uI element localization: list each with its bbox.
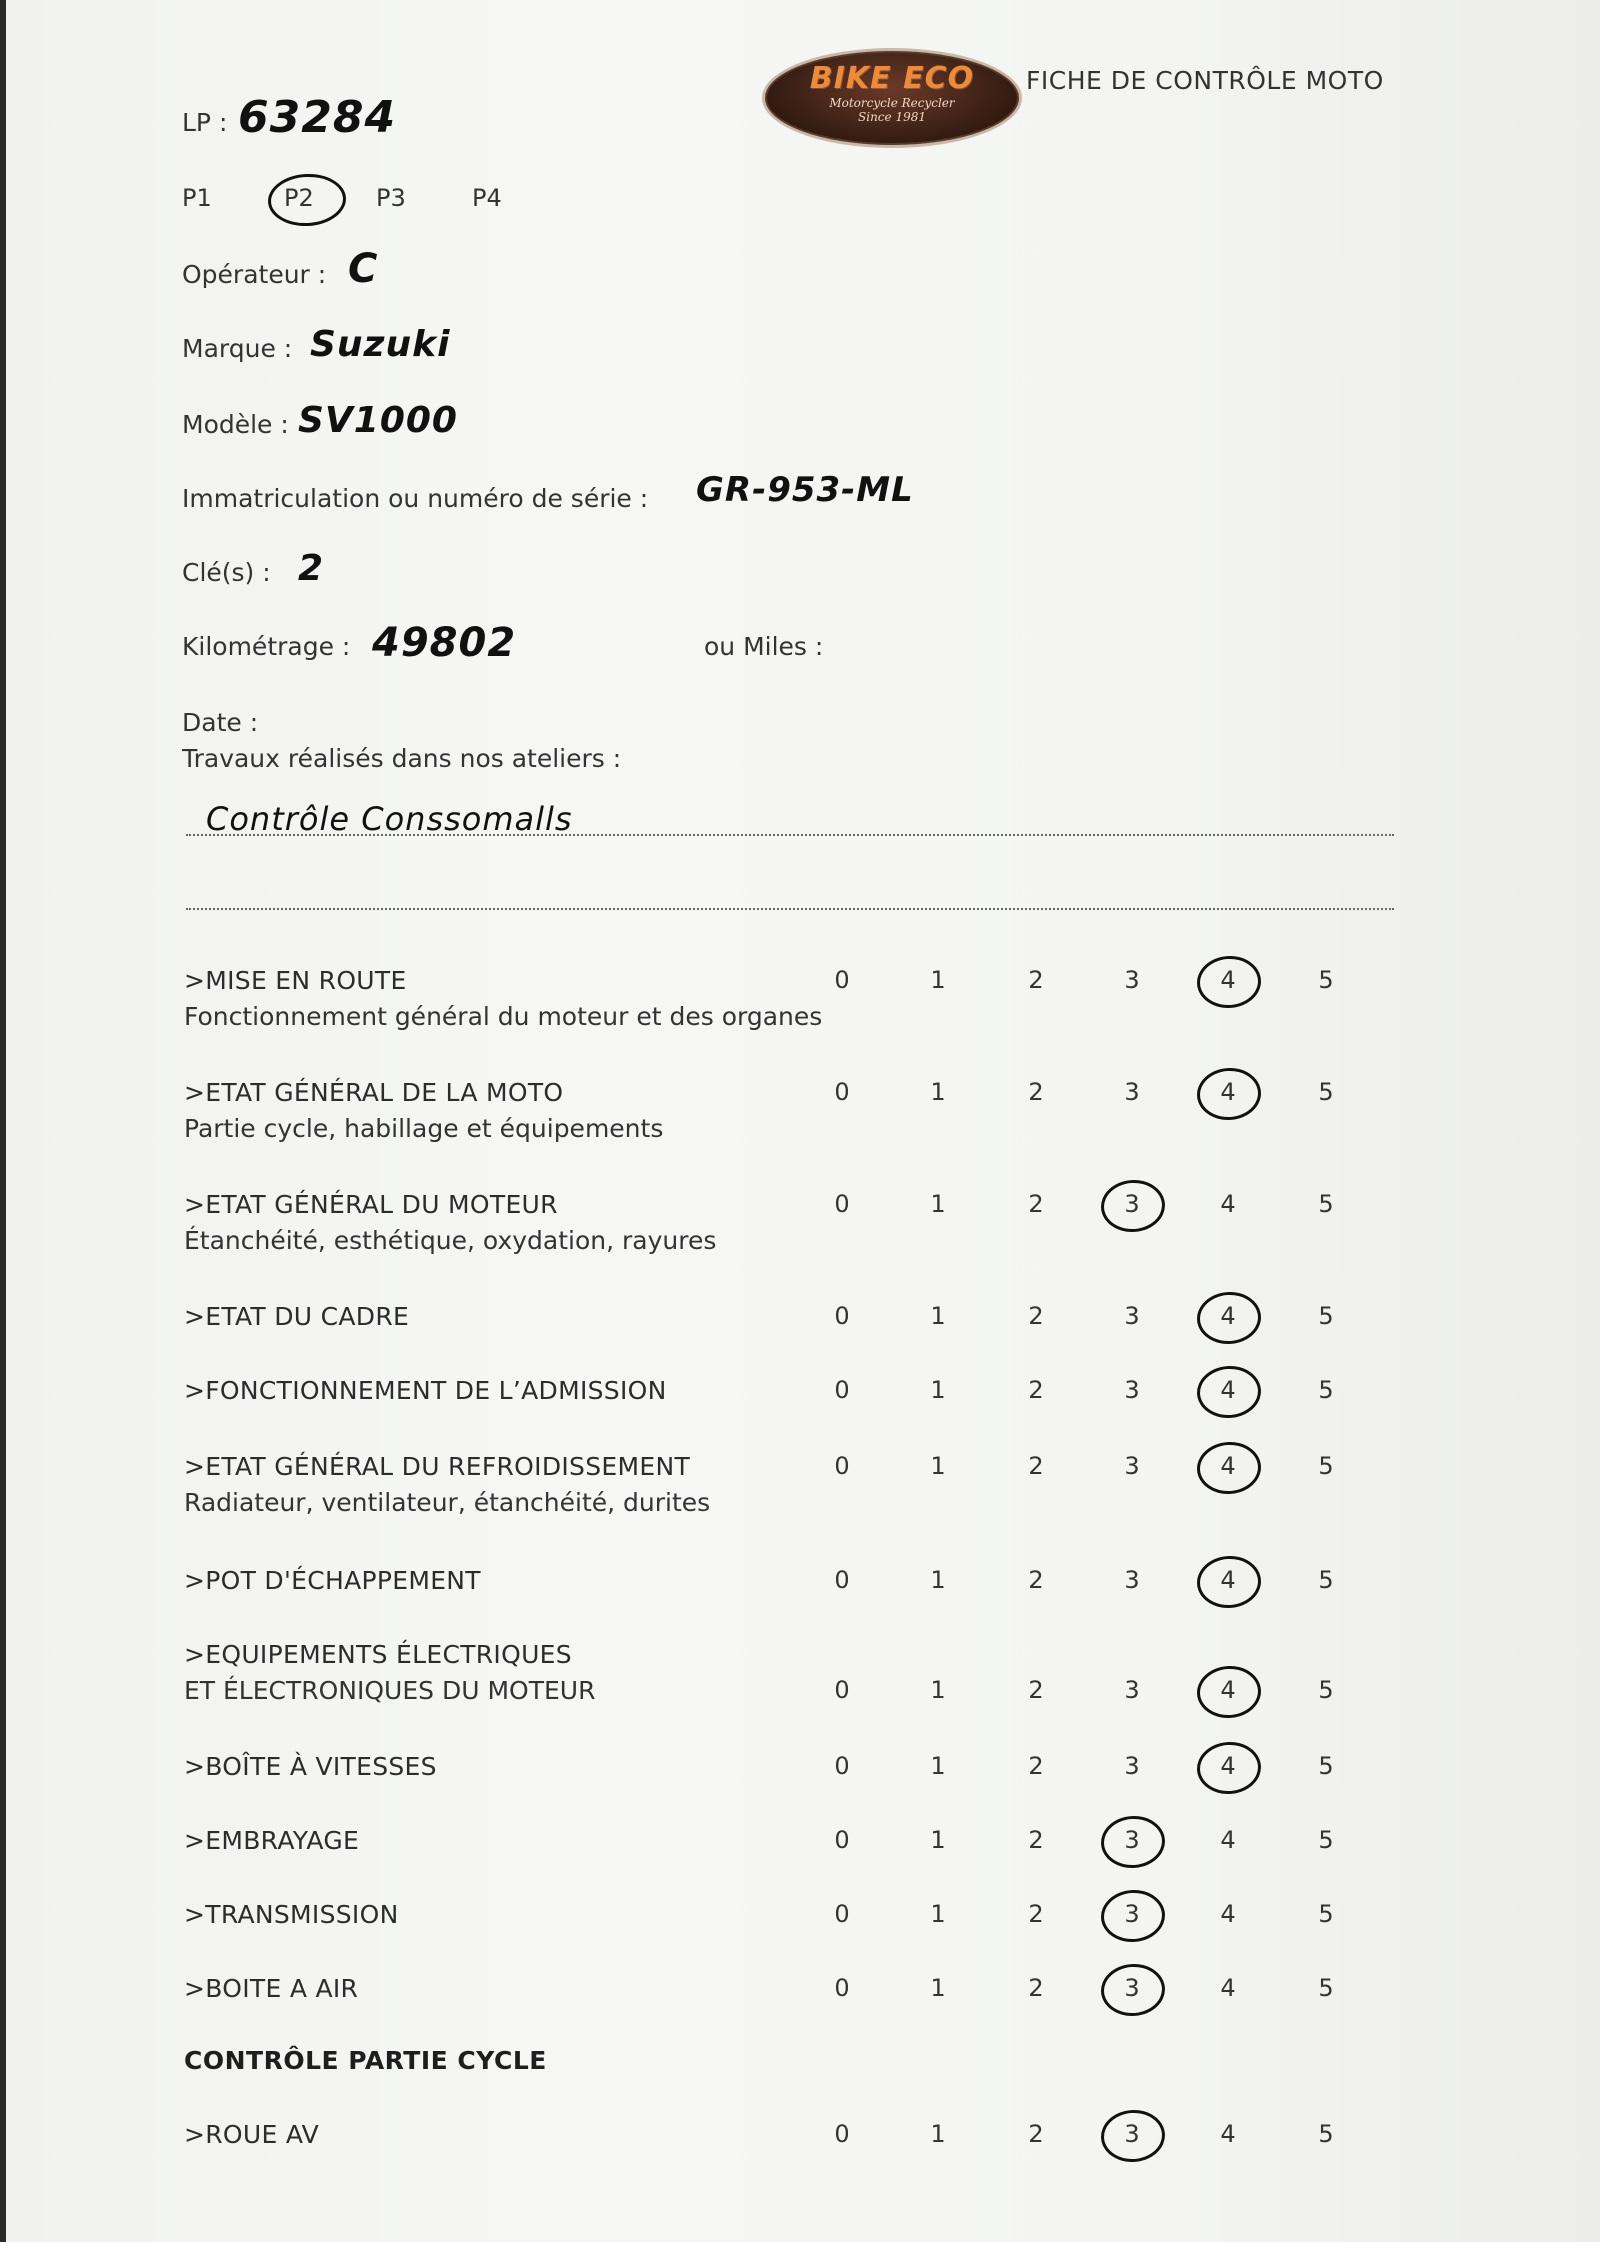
score-value: 5 [1318, 2120, 1334, 2148]
score-option-0[interactable] [822, 1302, 862, 1330]
score-option-5[interactable] [1306, 1676, 1346, 1704]
selected-circle-mark [267, 172, 348, 228]
score-value: 1 [930, 1078, 946, 1106]
score-value: 0 [834, 1452, 850, 1480]
score-option-5[interactable] [1306, 1302, 1346, 1330]
score-value: 2 [1028, 1900, 1044, 1928]
score-value: 5 [1318, 1900, 1334, 1928]
score-option-4[interactable] [1208, 1452, 1248, 1480]
score-option-1[interactable] [918, 1452, 958, 1480]
score-option-2[interactable] [1016, 1826, 1056, 1854]
score-value: 3 [1124, 1974, 1140, 2002]
immatriculation-value[interactable]: GR-953-ML [696, 470, 914, 510]
score-value: 2 [1028, 966, 1044, 994]
score-option-4[interactable] [1208, 1190, 1248, 1218]
check-subtitle: ET ÉLECTRONIQUES DU MOTEUR [184, 1676, 596, 1705]
selected-circle-mark [1195, 1364, 1262, 1420]
dotted-line [186, 908, 1394, 910]
marque-value[interactable]: Suzuki [310, 324, 451, 365]
operateur-label: Opérateur : [182, 260, 327, 289]
score-value: 5 [1318, 966, 1334, 994]
score-value: 2 [1028, 1190, 1044, 1218]
check-title: >POT D'ÉCHAPPEMENT [184, 1566, 481, 1595]
score-option-0[interactable] [822, 1566, 862, 1594]
check-subtitle: Fonctionnement général du moteur et des organes [184, 1002, 823, 1031]
check-title: >BOITE A AIR [184, 1974, 359, 2003]
score-value: 5 [1318, 1190, 1334, 1218]
score-value: 4 [1220, 1752, 1236, 1780]
score-value: 0 [834, 1566, 850, 1594]
score-option-0[interactable] [822, 1452, 862, 1480]
score-option-0[interactable] [822, 1376, 862, 1404]
score-option-3[interactable] [1112, 1190, 1152, 1218]
score-option-1[interactable] [918, 1376, 958, 1404]
score-value: 1 [930, 1752, 946, 1780]
score-value: 4 [1220, 2120, 1236, 2148]
score-option-3[interactable] [1112, 1826, 1152, 1854]
selected-circle-mark [1195, 1290, 1262, 1346]
check-title: >ETAT GÉNÉRAL DU MOTEUR [184, 1190, 558, 1219]
score-value: 3 [1124, 1826, 1140, 1854]
score-option-1[interactable] [918, 2120, 958, 2148]
date-label: Date : [182, 708, 259, 737]
score-option-2[interactable] [1016, 2120, 1056, 2148]
platform-option-p2[interactable] [284, 184, 314, 212]
score-option-2[interactable] [1016, 1078, 1056, 1106]
score-value: 4 [1220, 1078, 1236, 1106]
score-option-1[interactable] [918, 1676, 958, 1704]
score-option-3[interactable] [1112, 1900, 1152, 1928]
score-value: 4 [1220, 1190, 1236, 1218]
check-title: >EQUIPEMENTS ÉLECTRIQUES [184, 1640, 572, 1669]
score-value: 2 [1028, 1302, 1044, 1330]
selected-circle-mark [1195, 1554, 1262, 1610]
score-option-3[interactable] [1112, 1376, 1152, 1404]
score-option-1[interactable] [918, 1826, 958, 1854]
score-option-3[interactable] [1112, 2120, 1152, 2148]
score-value: 1 [930, 1452, 946, 1480]
score-option-1[interactable] [918, 1078, 958, 1106]
score-option-3[interactable] [1112, 1078, 1152, 1106]
score-option-5[interactable] [1306, 1752, 1346, 1780]
score-value: 4 [1220, 966, 1236, 994]
operateur-value[interactable]: C [348, 246, 379, 292]
score-value: 0 [834, 1302, 850, 1330]
score-option-2[interactable] [1016, 1974, 1056, 2002]
score-value: 5 [1318, 1752, 1334, 1780]
score-option-4[interactable] [1208, 1974, 1248, 2002]
platform-option-p3[interactable]: P3 [376, 184, 406, 212]
selected-circle-mark [1099, 2108, 1166, 2164]
score-option-0[interactable] [822, 1826, 862, 1854]
travaux-label: Travaux réalisés dans nos ateliers : [182, 744, 622, 773]
score-value: 0 [834, 1190, 850, 1218]
score-value: 1 [930, 1302, 946, 1330]
score-option-4[interactable] [1208, 1900, 1248, 1928]
score-value: 0 [834, 1376, 850, 1404]
platform-option-p2-label: P2 [284, 184, 314, 212]
score-option-0[interactable] [822, 1078, 862, 1106]
score-value: 2 [1028, 2120, 1044, 2148]
score-option-3[interactable] [1112, 966, 1152, 994]
platform-option-p1[interactable]: P1 [182, 184, 212, 212]
score-option-1[interactable] [918, 1752, 958, 1780]
selected-circle-mark [1195, 954, 1262, 1010]
score-value: 3 [1124, 1452, 1140, 1480]
score-value: 1 [930, 1190, 946, 1218]
score-value: 3 [1124, 1900, 1140, 1928]
score-value: 2 [1028, 1078, 1044, 1106]
check-title: >FONCTIONNEMENT DE L’ADMISSION [184, 1376, 667, 1405]
score-value: 5 [1318, 1974, 1334, 2002]
score-value: 3 [1124, 1676, 1140, 1704]
score-value: 5 [1318, 1826, 1334, 1854]
score-option-4[interactable] [1208, 1376, 1248, 1404]
section-title: CONTRÔLE PARTIE CYCLE [184, 2046, 547, 2075]
check-title: >ROUE AV [184, 2120, 320, 2149]
score-value: 0 [834, 1900, 850, 1928]
score-option-4[interactable] [1208, 2120, 1248, 2148]
score-value: 0 [834, 1826, 850, 1854]
check-title: >BOÎTE À VITESSES [184, 1752, 437, 1781]
score-value: 4 [1220, 1376, 1236, 1404]
score-option-1[interactable] [918, 1974, 958, 2002]
score-option-4[interactable] [1208, 1302, 1248, 1330]
score-value: 1 [930, 966, 946, 994]
selected-circle-mark [1099, 1178, 1166, 1234]
cles-value[interactable]: 2 [298, 548, 325, 589]
selected-circle-mark [1099, 1888, 1166, 1944]
score-option-0[interactable] [822, 1752, 862, 1780]
score-option-2[interactable] [1016, 1900, 1056, 1928]
score-value: 5 [1318, 1078, 1334, 1106]
score-value: 1 [930, 2120, 946, 2148]
score-option-5[interactable] [1306, 1826, 1346, 1854]
score-value: 0 [834, 1676, 850, 1704]
selected-circle-mark [1195, 1664, 1262, 1720]
score-value: 3 [1124, 966, 1140, 994]
score-value: 2 [1028, 1676, 1044, 1704]
score-option-4[interactable] [1208, 1078, 1248, 1106]
score-option-1[interactable] [918, 1900, 958, 1928]
score-value: 1 [930, 1974, 946, 2002]
score-option-2[interactable] [1016, 1452, 1056, 1480]
score-option-5[interactable] [1306, 1078, 1346, 1106]
page-title: FICHE DE CONTRÔLE MOTO [1026, 66, 1384, 95]
score-option-5[interactable] [1306, 1376, 1346, 1404]
score-value: 2 [1028, 1974, 1044, 2002]
score-option-3[interactable] [1112, 1974, 1152, 2002]
score-value: 1 [930, 1900, 946, 1928]
logo-since: Since 1981 [858, 110, 926, 124]
score-option-2[interactable] [1016, 1376, 1056, 1404]
score-option-1[interactable] [918, 1302, 958, 1330]
score-value: 1 [930, 1676, 946, 1704]
score-value: 3 [1124, 1752, 1140, 1780]
immatriculation-label: Immatriculation ou numéro de série : [182, 484, 649, 513]
score-option-5[interactable] [1306, 1974, 1346, 2002]
logo-tagline: Motorcycle Recycler [829, 96, 955, 110]
score-option-3[interactable] [1112, 1452, 1152, 1480]
check-title: >ETAT DU CADRE [184, 1302, 410, 1331]
travaux-value[interactable]: Contrôle Conssomalls [206, 800, 573, 838]
dotted-line [186, 834, 1394, 836]
score-value: 0 [834, 1752, 850, 1780]
score-option-1[interactable] [918, 966, 958, 994]
score-option-5[interactable] [1306, 966, 1346, 994]
score-option-0[interactable] [822, 1676, 862, 1704]
score-value: 3 [1124, 1190, 1140, 1218]
score-value: 0 [834, 1078, 850, 1106]
score-value: 4 [1220, 1826, 1236, 1854]
score-option-2[interactable] [1016, 966, 1056, 994]
check-subtitle: Radiateur, ventilateur, étanchéité, durites [184, 1488, 711, 1517]
score-value: 4 [1220, 1676, 1236, 1704]
score-option-4[interactable] [1208, 1676, 1248, 1704]
check-subtitle: Partie cycle, habillage et équipements [184, 1114, 664, 1143]
check-subtitle: Étanchéité, esthétique, oxydation, rayures [184, 1226, 717, 1255]
score-option-5[interactable] [1306, 1900, 1346, 1928]
lp-label: LP : [182, 108, 228, 137]
score-option-0[interactable] [822, 1974, 862, 2002]
score-value: 1 [930, 1376, 946, 1404]
score-value: 2 [1028, 1826, 1044, 1854]
score-value: 0 [834, 1974, 850, 2002]
check-title: >ETAT GÉNÉRAL DE LA MOTO [184, 1078, 564, 1107]
score-option-4[interactable] [1208, 966, 1248, 994]
miles-label: ou Miles : [704, 632, 824, 661]
score-value: 4 [1220, 1452, 1236, 1480]
score-option-0[interactable] [822, 1900, 862, 1928]
kilometrage-value[interactable]: 49802 [372, 620, 517, 666]
score-value: 4 [1220, 1974, 1236, 2002]
check-title: >TRANSMISSION [184, 1900, 399, 1929]
score-value: 1 [930, 1826, 946, 1854]
score-option-5[interactable] [1306, 1452, 1346, 1480]
score-value: 2 [1028, 1752, 1044, 1780]
score-value: 2 [1028, 1566, 1044, 1594]
kilometrage-label: Kilométrage : [182, 632, 351, 661]
check-title: >MISE EN ROUTE [184, 966, 407, 995]
score-option-4[interactable] [1208, 1826, 1248, 1854]
score-option-3[interactable] [1112, 1676, 1152, 1704]
score-option-0[interactable] [822, 1190, 862, 1218]
score-value: 3 [1124, 1566, 1140, 1594]
lp-value[interactable]: 63284 [238, 92, 397, 143]
score-value: 3 [1124, 1302, 1140, 1330]
score-option-5[interactable] [1306, 2120, 1346, 2148]
score-option-3[interactable] [1112, 1566, 1152, 1594]
score-option-5[interactable] [1306, 1566, 1346, 1594]
score-option-1[interactable] [918, 1190, 958, 1218]
modele-label: Modèle : [182, 410, 289, 439]
score-option-0[interactable] [822, 966, 862, 994]
score-value: 2 [1028, 1452, 1044, 1480]
score-value: 3 [1124, 1078, 1140, 1106]
score-option-0[interactable] [822, 2120, 862, 2148]
score-value: 5 [1318, 1566, 1334, 1594]
score-value: 5 [1318, 1376, 1334, 1404]
bike-eco-logo [762, 48, 1022, 148]
score-value: 5 [1318, 1302, 1334, 1330]
score-value: 4 [1220, 1900, 1236, 1928]
score-value: 4 [1220, 1302, 1236, 1330]
selected-circle-mark [1195, 1066, 1262, 1122]
selected-circle-mark [1195, 1740, 1262, 1796]
score-value: 1 [930, 1566, 946, 1594]
score-value: 0 [834, 2120, 850, 2148]
selected-circle-mark [1195, 1440, 1262, 1496]
score-option-1[interactable] [918, 1566, 958, 1594]
score-value: 4 [1220, 1566, 1236, 1594]
marque-label: Marque : [182, 334, 293, 363]
score-value: 3 [1124, 2120, 1140, 2148]
selected-circle-mark [1099, 1814, 1166, 1870]
score-option-2[interactable] [1016, 1190, 1056, 1218]
score-option-2[interactable] [1016, 1566, 1056, 1594]
score-option-2[interactable] [1016, 1752, 1056, 1780]
score-option-4[interactable] [1208, 1752, 1248, 1780]
score-option-3[interactable] [1112, 1302, 1152, 1330]
modele-value[interactable]: SV1000 [298, 400, 458, 441]
cles-label: Clé(s) : [182, 558, 271, 587]
score-value: 5 [1318, 1676, 1334, 1704]
platform-option-p4[interactable]: P4 [472, 184, 502, 212]
score-value: 5 [1318, 1452, 1334, 1480]
score-value: 2 [1028, 1376, 1044, 1404]
score-option-2[interactable] [1016, 1676, 1056, 1704]
score-option-2[interactable] [1016, 1302, 1056, 1330]
logo-brand: BIKE ECO [809, 61, 975, 96]
check-title: >ETAT GÉNÉRAL DU REFROIDISSEMENT [184, 1452, 691, 1481]
score-value: 3 [1124, 1376, 1140, 1404]
score-option-5[interactable] [1306, 1190, 1346, 1218]
form-page [6, 0, 1600, 2242]
check-title: >EMBRAYAGE [184, 1826, 360, 1855]
score-option-3[interactable] [1112, 1752, 1152, 1780]
score-value: 0 [834, 966, 850, 994]
score-option-4[interactable] [1208, 1566, 1248, 1594]
selected-circle-mark [1099, 1962, 1166, 2018]
